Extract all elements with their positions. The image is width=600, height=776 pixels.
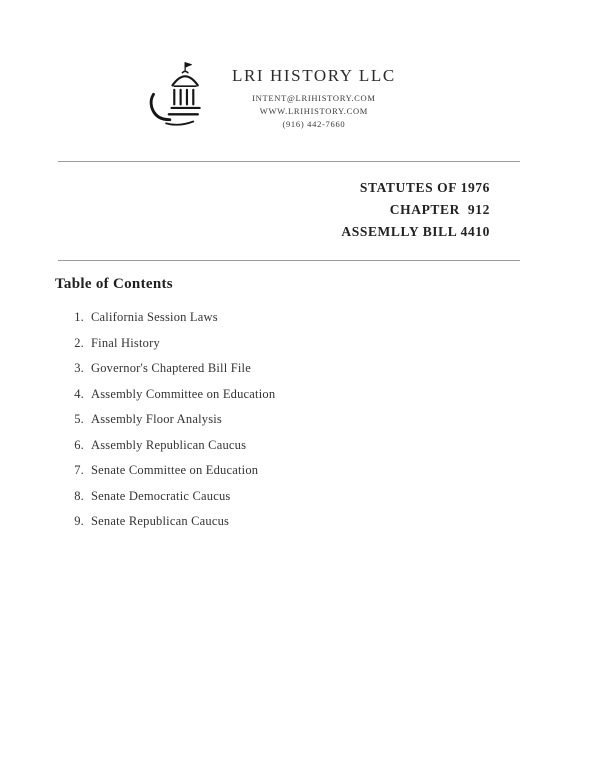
toc-item-label: Senate Committee on Education bbox=[91, 463, 259, 477]
capitol-building-logo-icon bbox=[142, 60, 212, 136]
company-block bbox=[232, 60, 396, 131]
toc-list bbox=[70, 310, 600, 529]
toc-item-number: 9. bbox=[74, 514, 84, 528]
toc-item-label: Senate Democratic Caucus bbox=[91, 488, 231, 503]
company-phone: (916) 442-7660 bbox=[282, 119, 346, 129]
toc-item bbox=[70, 387, 600, 402]
statutes-line: STATUTES OF 1976 bbox=[359, 180, 490, 195]
toc-item-number: 1. bbox=[74, 310, 84, 324]
company-email: INTENT@LRIHISTORY.COM bbox=[252, 93, 376, 103]
toc-item-number: 6. bbox=[74, 437, 84, 452]
bill-line: ASSEMLLY BILL 4410 bbox=[341, 224, 490, 239]
statute-title-block bbox=[0, 177, 490, 243]
toc-heading: Table of Contents bbox=[55, 276, 173, 292]
letterhead bbox=[142, 60, 600, 136]
toc-item-number: 8. bbox=[74, 488, 84, 503]
toc-item-label: Senate Republican Caucus bbox=[91, 514, 230, 528]
toc-item bbox=[70, 463, 600, 478]
divider-top bbox=[58, 161, 520, 162]
company-name: LRI HISTORY LLC bbox=[232, 66, 396, 85]
toc-item-number: 4. bbox=[74, 386, 84, 401]
toc-item-label: California Session Laws bbox=[91, 310, 218, 324]
toc-item bbox=[70, 489, 600, 504]
divider-bottom bbox=[58, 260, 520, 261]
company-website: WWW.LRIHISTORY.COM bbox=[259, 106, 369, 116]
toc-item bbox=[70, 310, 600, 325]
toc-item bbox=[70, 412, 600, 427]
toc-item-label: Assembly Committee on Education bbox=[91, 386, 276, 401]
toc-item-label: Assembly Republican Caucus bbox=[91, 437, 247, 452]
toc-item-label: Governor's Chaptered Bill File bbox=[91, 361, 251, 375]
toc-item-number: 3. bbox=[74, 361, 84, 375]
chapter-line: CHAPTER 912 bbox=[389, 202, 490, 217]
toc-item-number: 7. bbox=[74, 463, 84, 477]
toc-item bbox=[70, 438, 600, 453]
toc-item bbox=[70, 514, 600, 529]
toc-item-number: 2. bbox=[74, 335, 84, 350]
toc-item-number: 5. bbox=[74, 412, 84, 426]
toc-item-label: Final History bbox=[91, 335, 160, 350]
toc-item-label: Assembly Floor Analysis bbox=[91, 412, 222, 426]
toc-item bbox=[70, 336, 600, 351]
toc-item bbox=[70, 361, 600, 376]
